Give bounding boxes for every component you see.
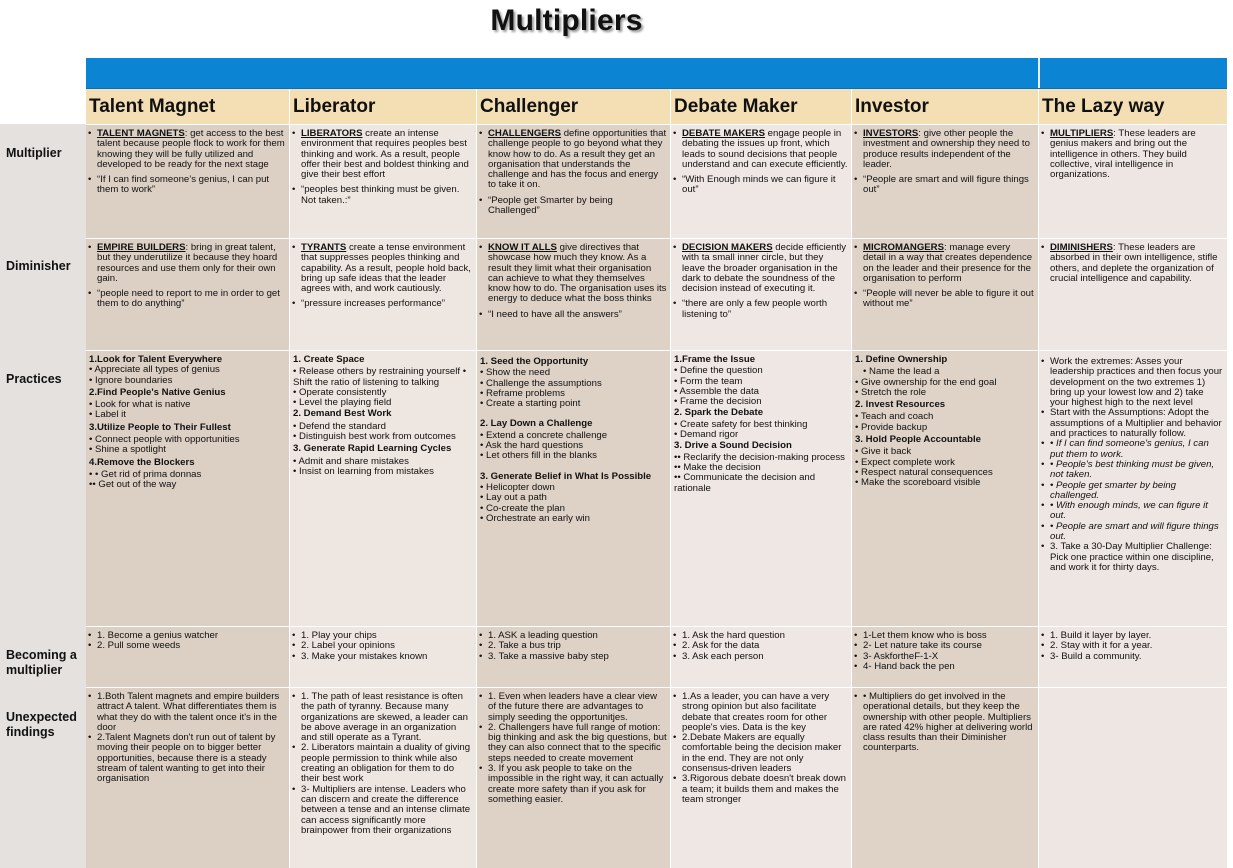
becoming-item: • 2. Label your opinions bbox=[301, 641, 473, 651]
cell-multiplier-liberator bbox=[290, 125, 476, 238]
practice-heading: 3. Generate Rapid Learning Cycles bbox=[293, 443, 452, 455]
row-label-unexpected: Unexpected findings bbox=[6, 710, 77, 739]
finding-item: • • Multipliers do get involved in the operational details, but they keep the ownership with other people. Multipliers are rated 42% higher at delivering world class results than their Diminisher counterparts. bbox=[863, 692, 1035, 754]
practice-heading: 4.Remove the Blockers bbox=[89, 456, 195, 468]
desc: : give other people the investment and ownership they need to produce results independent of the leader. bbox=[863, 128, 1030, 170]
practice-item: • Demand rigor bbox=[674, 429, 739, 441]
header-band-divider bbox=[1038, 58, 1040, 88]
desc: : bring in great talent, but they underutilize it because they hoard resources and use them only for their own gain. bbox=[97, 242, 278, 284]
practice-item: • • Get rid of prima donnas bbox=[89, 468, 202, 480]
practice-heading: 1. Seed the Opportunity bbox=[480, 356, 589, 367]
becoming-item: • 3- Build a community. bbox=[1050, 652, 1224, 662]
finding-item: • 2.Debate Makers are equally comfortable being the decision maker in the end. They are not only consensus-driven leaders bbox=[682, 733, 848, 774]
practice-heading: 3. Generate Belief in What Is Possible bbox=[480, 470, 652, 482]
becoming-item: • 1. Play your chips bbox=[301, 631, 473, 641]
practice-quote: • • If I can find someone's genius, I can put them to work. bbox=[1050, 439, 1224, 460]
cell-becoming-debate-maker bbox=[671, 627, 851, 687]
cell-unexpected-challenger bbox=[477, 688, 670, 868]
practice-item: • Assemble the data bbox=[674, 385, 759, 397]
cell-practices-debate-maker bbox=[671, 351, 851, 626]
becoming-item: • 1. Build it layer by layer. bbox=[1050, 631, 1224, 641]
practice-item: • Insist on learning from mistakes bbox=[293, 465, 434, 477]
practice-item: • Co-create the plan bbox=[480, 502, 565, 514]
quote: • “people need to report to me in order to get them to do anything” bbox=[97, 289, 286, 310]
header-band bbox=[86, 58, 1227, 89]
cell-unexpected-debate-maker bbox=[671, 688, 851, 868]
practice-item: • Operate consistently bbox=[293, 386, 387, 398]
cell-becoming-talent-magnet bbox=[86, 627, 289, 687]
cell-diminisher-challenger bbox=[477, 239, 670, 350]
practice-item: • Teach and coach bbox=[855, 411, 934, 423]
col-header-talent-magnet: Talent Magnet bbox=[86, 89, 289, 124]
becoming-item: • 2- Let nature take its course bbox=[863, 641, 1035, 651]
practice-item: • Helicopter down bbox=[480, 481, 555, 493]
becoming-item: • 3. Take a massive baby step bbox=[488, 652, 667, 662]
practice-item: • Form the team bbox=[674, 375, 743, 387]
becoming-item: • 2. Take a bus trip bbox=[488, 641, 667, 651]
cell-diminisher-debate-maker bbox=[671, 239, 851, 350]
page-title: Multipliers bbox=[490, 4, 643, 37]
finding-item: • 2.Talent Magnets don't run out of talent by moving their people on to bigger better opportunities, because there is a steady stream of talent wanting to get into their organisation bbox=[97, 733, 286, 784]
quote: • “If I can find someone’s genius, I can put them to work” bbox=[97, 175, 286, 196]
practice-quote: • • People are smart and will figure things out. bbox=[1050, 522, 1224, 543]
becoming-item: • 4- Hand back the pen bbox=[863, 662, 1035, 672]
finding-item: • 2. Liberators maintain a duality of giving people permission to think while also creating an obligation for them to do their best work bbox=[301, 743, 473, 784]
practice-heading: 2. Demand Best Work bbox=[293, 408, 392, 420]
practice-item: • Distinguish best work from outcomes bbox=[293, 431, 456, 443]
cell-unexpected-liberator bbox=[290, 688, 476, 868]
desc: : get access to the best talent because people flock to work for them knowing they will be fully utilized and developed to be ready for the next stage bbox=[97, 128, 285, 170]
becoming-item: • 1. ASK a leading question bbox=[488, 631, 667, 641]
cell-multiplier-challenger bbox=[477, 125, 670, 238]
quote: • “I need to have all the answers” bbox=[488, 310, 667, 320]
practice-quote: • • With enough minds, we can figure it out. bbox=[1050, 501, 1224, 522]
col-header-investor: Investor bbox=[852, 89, 1038, 124]
practice-item: • Provide backup bbox=[855, 421, 928, 433]
term: INVESTORS bbox=[863, 128, 919, 139]
practice-item: • Work the extremes: Asses your leadership practices and then focus your development on the two extremes 1) bring up your lowest low and 2) take your highest high to the next level bbox=[1050, 357, 1224, 408]
term: TYRANTS bbox=[301, 242, 347, 253]
cell-unexpected-lazy-way bbox=[1039, 688, 1227, 868]
col-header-liberator: Liberator bbox=[290, 89, 476, 124]
cell-diminisher-liberator bbox=[290, 239, 476, 350]
practice-heading: 3. Drive a Sound Decision bbox=[674, 440, 792, 452]
term: KNOW IT ALLS bbox=[488, 242, 557, 253]
desc: create a tense environment that suppresses peoples thinking and capability. As a result, people hold back, bring up safe ideas that the leader agrees with, and work cautiously. bbox=[301, 242, 471, 295]
row-label-becoming: Becoming a multiplier bbox=[6, 648, 77, 677]
practice-heading: 1. Create Space bbox=[293, 354, 365, 365]
desc: engage people in debating the issues up front, which leads to sound decisions that people understand and can execute efficiently. bbox=[682, 128, 848, 170]
finding-item: • 3. If you ask people to take on the impossible in the right way, it can actually create more safety than if you ask for something easier. bbox=[488, 764, 667, 805]
practice-item: • Show the need bbox=[480, 367, 551, 379]
quote: • “With Enough minds we can figure it out” bbox=[682, 175, 848, 196]
practice-item: • Define the question bbox=[674, 365, 763, 377]
practice-item: •• Reclarify the decision-making process bbox=[674, 451, 845, 463]
term: EMPIRE BUILDERS bbox=[97, 242, 186, 253]
practice-item: • Challenge the assumptions bbox=[480, 377, 602, 389]
practice-item: • Defend the standard bbox=[293, 420, 386, 432]
becoming-item: • 3. Ask each person bbox=[682, 652, 848, 662]
cell-becoming-investor bbox=[852, 627, 1038, 687]
row-label-practices: Practices bbox=[6, 372, 62, 386]
practice-item: • Appreciate all types of genius bbox=[89, 364, 220, 376]
practice-item: • Ignore boundaries bbox=[89, 374, 173, 386]
desc: : manage every detail in a way that creates dependence on the leader and their presence for the organisation to perform bbox=[863, 242, 1033, 284]
practice-heading: 2. Lay Down a Challenge bbox=[480, 418, 593, 430]
practice-item: • Level the playing field bbox=[293, 397, 392, 409]
term: LIBERATORS bbox=[301, 128, 363, 139]
quote: • “pressure increases performance” bbox=[301, 299, 473, 309]
practice-item: • 3. Take a 30-Day Multiplier Challenge: Pick one practice within one discipline, and work it for thirty days. bbox=[1050, 542, 1224, 573]
cell-multiplier-lazy-way bbox=[1039, 125, 1227, 238]
practice-heading: 1.Look for Talent Everywhere bbox=[89, 354, 223, 365]
practice-item: • Lay out a path bbox=[480, 492, 547, 504]
practice-item: • Make the scoreboard visible bbox=[855, 477, 981, 489]
finding-item: • 1.As a leader, you can have a very strong opinion but also facilitate debate that creates room for other people's vies. Data is the key bbox=[682, 692, 848, 733]
row-label-bg bbox=[0, 124, 86, 868]
desc: : These leaders are absorbed in their own intelligence, stifle others, and deplete the organization of crucial intelligence and capability. bbox=[1050, 242, 1218, 284]
desc: give directives that showcase how much they know. As a result they limit what their organisation can achieve to what they themselves know how to do. The organisation uses its energy to deduce what the boss thinks bbox=[488, 242, 667, 305]
cell-practices-talent-magnet bbox=[86, 351, 289, 626]
cell-diminisher-lazy-way bbox=[1039, 239, 1227, 350]
practice-item: • Give ownership for the end goal bbox=[855, 376, 997, 388]
practice-item: • Extend a concrete challenge bbox=[480, 429, 608, 441]
cell-practices-investor bbox=[852, 351, 1038, 626]
cell-unexpected-talent-magnet bbox=[86, 688, 289, 868]
finding-item: • 3.Rigorous debate doesn't break down a team; it builds them and makes the team stronger bbox=[682, 774, 848, 805]
practice-item: • Look for what is native bbox=[89, 399, 191, 411]
row-label-multiplier: Multiplier bbox=[6, 146, 62, 160]
cell-multiplier-talent-magnet bbox=[86, 125, 289, 238]
becoming-item: • 3. Make your mistakes known bbox=[301, 652, 473, 662]
col-header-challenger: Challenger bbox=[477, 89, 670, 124]
quote: • “there are only a few people worth listening to” bbox=[682, 299, 848, 320]
cell-becoming-liberator bbox=[290, 627, 476, 687]
practice-item: • Create a starting point bbox=[480, 398, 581, 410]
term: MULTIPLIERS bbox=[1050, 128, 1114, 139]
cell-multiplier-investor bbox=[852, 125, 1038, 238]
practice-heading: 3.Utilize People to Their Fullest bbox=[89, 421, 231, 433]
practice-item: • Frame the decision bbox=[674, 396, 762, 408]
cell-practices-lazy-way bbox=[1039, 351, 1227, 626]
practice-item: • Start with the Assumptions: Adopt the assumptions of a Multiplier and behavior and practices to naturally follow. bbox=[1050, 408, 1224, 439]
becoming-item: • 2. Stay with it for a year. bbox=[1050, 641, 1224, 651]
cell-diminisher-investor bbox=[852, 239, 1038, 350]
quote: • “People get Smarter by being Challenged” bbox=[488, 196, 667, 217]
practice-quote: • • People get smarter by being challenged. bbox=[1050, 481, 1224, 502]
practice-heading: 1. Define Ownership bbox=[855, 354, 948, 365]
finding-item: • 2. Challengers have full range of motion: big thinking and ask the big questions, but they can also connect that to the specific steps needed to create movement bbox=[488, 723, 667, 764]
cell-practices-liberator bbox=[290, 351, 476, 626]
quote: • “peoples best thinking must be given. Not taken.:” bbox=[301, 185, 473, 206]
term: DEBATE MAKERS bbox=[682, 128, 765, 139]
row-label-diminisher: Diminisher bbox=[6, 259, 71, 273]
term: TALENT MAGNETS bbox=[97, 128, 185, 139]
practice-item: • Expect complete work bbox=[855, 456, 955, 468]
cell-diminisher-talent-magnet bbox=[86, 239, 289, 350]
desc: define opportunities that challenge people to go beyond what they know how to do. As a result they get an organisation that understands the challenge and has the focus and energy to take it on. bbox=[488, 128, 667, 191]
desc: : These leaders are genius makers and bring out the intelligence in others. They build collective, viral intelligence in organizations. bbox=[1050, 128, 1196, 181]
col-header-lazy-way: The Lazy way bbox=[1039, 89, 1227, 124]
practice-item: • Orchestrate an early win bbox=[480, 512, 591, 524]
becoming-item: • 1-Let them know who is boss bbox=[863, 631, 1035, 641]
becoming-item: • 2. Pull some weeds bbox=[97, 641, 286, 651]
cell-becoming-lazy-way bbox=[1039, 627, 1227, 687]
quote: • “People are smart and will figure things out” bbox=[863, 175, 1035, 196]
practice-item: • Release others by restraining yourself • Shift the ratio of listening to talking bbox=[293, 366, 467, 388]
practice-item: • Respect natural consequences bbox=[855, 466, 993, 478]
practice-heading: 3. Hold People Accountable bbox=[855, 434, 981, 446]
becoming-item: • 1. Ask the hard question bbox=[682, 631, 848, 641]
practice-heading: 2.Find People's Native Genius bbox=[89, 386, 226, 398]
becoming-item: • 1. Become a genius watcher bbox=[97, 631, 286, 641]
term: MICROMANGERS bbox=[863, 242, 945, 253]
practice-item: • Stretch the role bbox=[855, 386, 927, 398]
cell-becoming-challenger bbox=[477, 627, 670, 687]
cell-practices-challenger bbox=[477, 351, 670, 626]
term: CHALLENGERS bbox=[488, 128, 562, 139]
term: DECISION MAKERS bbox=[682, 242, 773, 253]
desc: create an intense environment that requires peoples best thinking and work. As a result, people offer their best and boldest thinking and give their best effort bbox=[301, 128, 469, 181]
quote: • “People will never be able to figure it out without me” bbox=[863, 289, 1035, 310]
practice-item: • Give it back bbox=[855, 446, 912, 458]
practice-item: • Label it bbox=[89, 409, 126, 421]
practice-item: • Let others fill in the blanks bbox=[480, 450, 597, 462]
practice-heading: 1.Frame the Issue bbox=[674, 354, 756, 365]
becoming-item: • 3- AskfortheF-1-X bbox=[863, 652, 1035, 662]
practice-item: •• Make the decision bbox=[674, 461, 761, 473]
cell-multiplier-debate-maker bbox=[671, 125, 851, 238]
finding-item: • 1.Both Talent magnets and empire builders attract A talent. What differentiates them is what they do with the talent once it's in the door bbox=[97, 692, 286, 733]
practice-item: • Shine a spotlight bbox=[89, 444, 166, 456]
finding-item: • 1. Even when leaders have a clear view of the future there are advantages to simply seeding the opportunitjes. bbox=[488, 692, 667, 723]
practice-heading: 2. Spark the Debate bbox=[674, 407, 764, 419]
practice-item: • Connect people with opportunities bbox=[89, 434, 240, 446]
practice-item: • Admit and share mistakes bbox=[293, 455, 409, 467]
practice-heading: 2. Invest Resources bbox=[855, 399, 946, 411]
practice-item: •• Get out of the way bbox=[89, 479, 177, 491]
becoming-item: • 2. Ask for the data bbox=[682, 641, 848, 651]
practice-item: • Name the lead a bbox=[855, 366, 940, 378]
practice-quote: • • People's best thinking must be given, not taken. bbox=[1050, 460, 1224, 481]
term: DIMINISHERS bbox=[1050, 242, 1113, 253]
practice-item: • Ask the hard questions bbox=[480, 440, 584, 452]
practice-item: •• Communicate the decision and rationale bbox=[674, 472, 816, 494]
practice-item: • Reframe problems bbox=[480, 387, 565, 399]
practice-item: • Create safety for best thinking bbox=[674, 418, 808, 430]
finding-item: • 1. The path of least resistance is often the path of tyranny. Because many organizations are skewed, a leader can be above average in an organization and still operate as a Tyrant. bbox=[301, 692, 473, 743]
col-header-debate-maker: Debate Maker bbox=[671, 89, 851, 124]
finding-item: • 3- Multipliers are intense. Leaders who can discern and create the difference between a tense and an intense climate can access significantly more brainpower from their organizations bbox=[301, 785, 473, 836]
desc: decide efficiently with ta small inner circle, but they leave the broader organisation in the dark to debate the soundness of the decision instead of executing it. bbox=[682, 242, 847, 295]
cell-unexpected-investor bbox=[852, 688, 1038, 868]
